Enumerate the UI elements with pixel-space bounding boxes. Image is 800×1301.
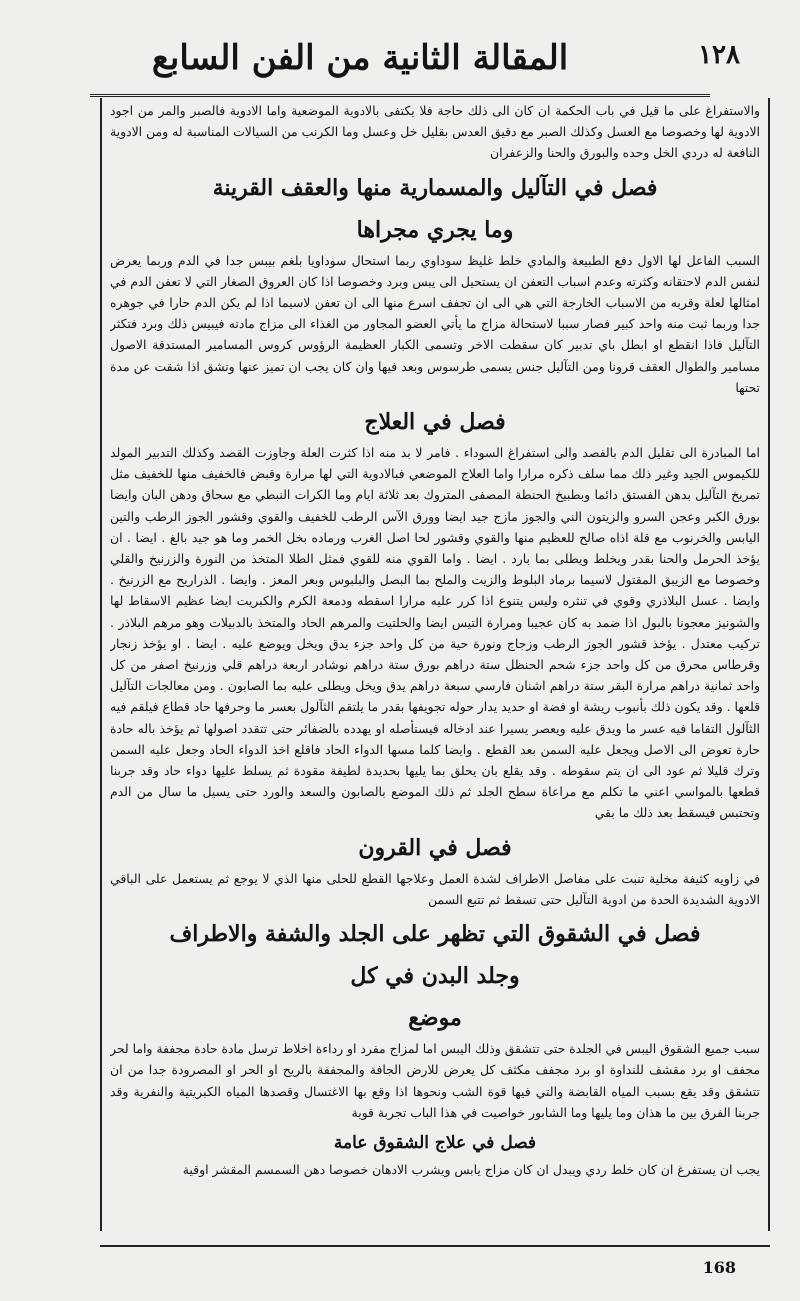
footer-rule (100, 1245, 770, 1247)
paragraph-cracks-treatment: يجب ان يستفرغ ان كان خلط ردي ويبدل ان كان مزاج يابس ويشرب الادهان خصوصا دهن السمسم المقشر اوقية (182, 1161, 760, 1177)
section-heading-treatment: فصل في العلاج (364, 409, 506, 436)
section-subheading-warts: وما يجري مجراها (356, 216, 514, 243)
paragraph-warts: السبب الفاعل لها الاول دفع الطبيعة والمادي خلط غليظ سوداوي ربما استحال سوداويا بلغم بيبس جدا في الدم وربما يعرض لنفس الدم لاحتقانه وكثرته وعدم اسباب التعفن ان يستحيل الى يبس وبرد وخصوصا اذا كان العروق الصغار التي لا تعفن الدم في امثالها لعلة وقربه من الاسباب الخارجة التي هي الى ان تجفف اسرع منها الى ان تعفن لاسيما اذا لم يكن الدم حارا في جوهره جدا وربما ثبت منه واحد كبير فصار سببا لاستحالة مزاج ما يأتي العضو المجاور من الغذاء الى مزاج مادته فيبيس ذلك وبرد فتكثر التآليل فاذا انقطع او ابطل باي تدبير كان سقطت الاخر وتسمى الكبار العظيمة الرؤوس كروس المسامير المستدقة الاصول مسامير والطوال العقف قرونا ومن التآليل جنس يسمى طرسوس وبعد فيها وان كان يجب ان تميز عنها وتشق اذا شقت عن مدة تحتها (110, 252, 760, 395)
section-heading-warts: فصل في التآليل والمسمارية منها والعقف القرينة (212, 174, 658, 201)
paragraph-cracks: سبب جميع الشقوق اليبس في الجلدة حتى تتشقق وذلك اليبس اما لمزاج مفرد او رداءة اخلاط ترسل مادة حادة مجففة واما لحر مجفف او برد مقشف للنداوة او برد مجفف مكثف كل يعرض للارض الجافة والمجففة بالريح او الحر او المصرودة جدا من ان تتشقق وقد يقع بسبب المياه القابضة والتي فيها قوة الشب ونحوها اذا وقع بها الاغتسال وقصدها المياه الكبريتية والنفرية وقد جربنا الفرق بين ما هذان وما يليها وما الشابور خواصيت في هذا الباب تجربة قوية (110, 1041, 760, 1120)
section-heading-cracks-2: وجلد البدن في كل (350, 963, 520, 990)
footer-page-number: 168 (702, 1258, 736, 1277)
page-header (60, 30, 740, 100)
intro-paragraph: والاستفراغ على ما قيل في باب الحكمة ان كان الى ذلك حاجة فلا يكتفى بالادوية الموضعية واما الادوية فالصبر والمر من اجود الادوية لها وخصوصا مع العسل وكذلك الصبر مع دقيق العدس بقليل خل وعسل وما الكرنب من السيالات المناسبة له ومن الادوية النافعة له دردي الخل وحده والبورق والحنا والزعفران (110, 103, 760, 161)
header-rule (90, 94, 710, 97)
page-title: المقالة الثانية من الفن السابع (151, 38, 569, 78)
page-number-arabic: ١٢٨ (698, 40, 740, 70)
section-heading-cracks-treatment: فصل في علاج الشقوق عامة (333, 1132, 537, 1153)
section-heading-cracks-3: موضع (408, 1005, 462, 1032)
text-body (110, 100, 760, 1231)
paragraph-treatment: اما المبادرة الى تقليل الدم بالفصد والى استفراغ السوداء . فامر لا بد منه اذا كثرت العلة وجاوزت القصد وكذلك التدبير المولد للكيموس الجيد وغير ذلك مما سلف ذكره مرارا واما العلاج الموضعي فبالادوية التي لها مرارة وقبض فالخفيف منها للخفيف مثل تمريخ التآليل بدهن الفستق دائما وبطبيخ الحنطة المصفى المتروك بعد ثلاثة ايام وما الكرات النبطي مع سحاق ودهن البان وايضا بورق الكبر وعجن السرو والزيتون الني والجوز مازج جيد ايضا وورق الآس الرطب للخفيف والقوي وقشور الجوز الرطب والتين اليابس والخرنوب مع قلة اذاه صالح للعظيم منها والقوي وقشور لحا اصل الغرب ورماده بخل الخمر وما هو جيد بالغ . ايضا . ان يؤخذ الحرمل والحنا بقدر ويخلط ويطلى بما بارد . ايضا . واما القوي منه للقوي فمثل الطلا المتخذ من النورة والزرنيخ والقلي وخصوصا مع الزيبق المقتول لاسيما برماد البلوط والزيت والملح بما البصل والبلبوس وبعر المعز . وايضا . الذراريح مع الزرنيخ . وايضا . عسل البلاذري وقوي في تنثره وليس يتنوع اذا كرر عليه مرارا اسقطه ودمعة الكرم والكبريت ايضا عظيم الاسقاط لها والشونيز معجونا بالبول اذا ضمد به كان عجيبا ومرارة التيس ايضا والحلتيت والمرهم الحاد والمتخذ بالدبيلات وهو مرهم البلاذر . تركيب معتدل . يؤخذ قشور الجوز الرطب وزجاج ونورة حية من كل واحد جزء يدق ويخل ويوضع عليه . ايضا . او يؤخذ زنجار وقرطاس محرق من كل واحد جزء شحم الحنظل ستة دراهم بورق ستة دراهم نوشادر اربعة دراهم قلي وزرنيخ اصفر من كل واحد ثمانية دراهم مرارة البقر ستة دراهم اشنان فارسي سبعة دراهم يدق ويخل ويطلى عليه بما الصابون . ومن معالجات التآليل قلعها . وقد يكون ذلك بأنبوب ريشة او فضة او حديد يدار حوله تجويفها بقدر ما يلتقم الثآلول بعسر ما وحرفها حاد قطاع فيلقم فيه الثآلول التقاما فيه عسر ما ويدق عليه ويعصر يسيرا عند ادخاله فيستأصله او يهدده بالضفائر حتى تتقدد اصولها ثم يؤخذ باله حادة حارة تعوض الى الاصل ويجعل عليه السمن بعد القطع . وايضا كلما مسها الدواء الحاد فاقلع اخذ الدواء الحاد وجعل عليه السمن وترك قليلا ثم عود الى ان يتم سقوطه . وقد يقلع بان يحلق بما يليها بحديدة لطيفة مقودة ثم يسلط عليها دواء حاد وقد جربنا قطعها بالمواسي اعني ما تكلم مع مراعاة سطح الجلد ثم ذلك الموضع بالصابون والسعد والورد حتى يسيل ما سال من الدم وتحتبس فيسقط بعد ذلك ما بقي (110, 445, 760, 821)
paragraph-horns: في زاويه كثيفة مخلية تنبت على مفاصل الاطراف لشدة العمل وعلاجها القطع للحلى منها الذي لا يوجع ثم يستعمل على الباقي الادوية الشديدة الحدة من ادوية التآليل حتى تسقط ثم تتبع السمن (110, 870, 760, 907)
section-heading-horns: فصل في القرون (358, 834, 512, 861)
section-heading-cracks-1: فصل في الشقوق التي تظهر على الجلد والشفة والاطراف (169, 921, 701, 948)
